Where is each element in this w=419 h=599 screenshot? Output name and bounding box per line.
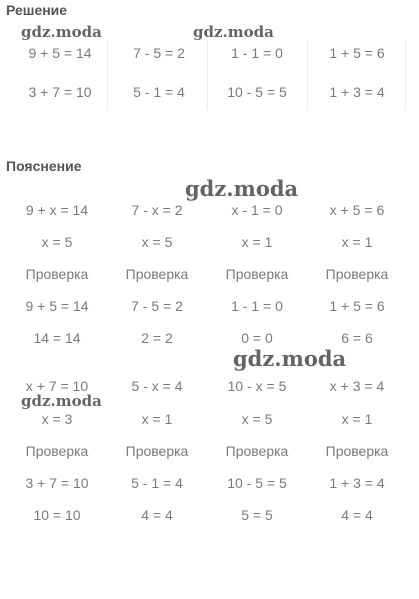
watermark: gdz.moda: [193, 23, 274, 41]
watermark: gdz.moda: [21, 392, 102, 410]
equation: 10 - x = 5: [227, 378, 287, 394]
solution-expression: 1 + 3 = 4: [329, 84, 385, 100]
answer: x = 1: [241, 234, 273, 250]
check-label: Проверка: [325, 266, 389, 282]
check-result: 0 = 0: [241, 330, 273, 346]
check-label: Проверка: [25, 443, 89, 459]
explanation-heading: Пояснение: [6, 158, 82, 174]
solution-expression: 7 - 5 = 2: [133, 45, 185, 61]
check-expression: 3 + 7 = 10: [25, 475, 89, 491]
check-expression: 10 - 5 = 5: [227, 475, 287, 491]
equation: x + 5 = 6: [329, 202, 385, 218]
answer: x = 3: [41, 411, 73, 427]
watermark: gdz.moda: [21, 23, 102, 41]
answer: x = 1: [141, 411, 173, 427]
check-label: Проверка: [25, 266, 89, 282]
answer: x = 5: [241, 411, 273, 427]
check-label: Проверка: [125, 443, 189, 459]
answer: x = 5: [41, 234, 73, 250]
check-result: 2 = 2: [141, 330, 173, 346]
check-result: 5 = 5: [241, 507, 273, 523]
check-expression: 1 + 3 = 4: [329, 475, 385, 491]
answer: x = 1: [341, 411, 373, 427]
check-result: 4 = 4: [141, 507, 173, 523]
check-result: 6 = 6: [341, 330, 373, 346]
answer: x = 1: [341, 234, 373, 250]
solution-heading: Решение: [6, 2, 68, 18]
solution-expression: 10 - 5 = 5: [227, 84, 287, 100]
check-label: Проверка: [125, 266, 189, 282]
check-expression: 7 - 5 = 2: [131, 298, 183, 314]
solution-expression: 9 + 5 = 14: [28, 45, 92, 61]
check-result: 4 = 4: [341, 507, 373, 523]
check-label: Проверка: [225, 443, 289, 459]
check-expression: 1 + 5 = 6: [329, 298, 385, 314]
equation: x + 3 = 4: [329, 378, 385, 394]
equation: 7 - x = 2: [131, 202, 183, 218]
check-label: Проверка: [225, 266, 289, 282]
answer: x = 5: [141, 234, 173, 250]
solution-expression: 1 - 1 = 0: [231, 45, 283, 61]
check-expression: 9 + 5 = 14: [25, 298, 89, 314]
check-label: Проверка: [325, 443, 389, 459]
solution-expression: 1 + 5 = 6: [329, 45, 385, 61]
solution-expression: 3 + 7 = 10: [28, 84, 92, 100]
watermark: gdz.moda: [185, 176, 299, 201]
equation: 9 + x = 14: [25, 202, 89, 218]
equation: x - 1 = 0: [231, 202, 283, 218]
check-result: 14 = 14: [33, 330, 81, 346]
check-expression: 5 - 1 = 4: [131, 475, 183, 491]
equation: 5 - x = 4: [131, 378, 183, 394]
watermark: gdz.moda: [233, 346, 347, 371]
equation: x + 7 = 10: [25, 378, 89, 394]
solution-expression: 5 - 1 = 4: [133, 84, 185, 100]
check-result: 10 = 10: [33, 507, 81, 523]
check-expression: 1 - 1 = 0: [231, 298, 283, 314]
